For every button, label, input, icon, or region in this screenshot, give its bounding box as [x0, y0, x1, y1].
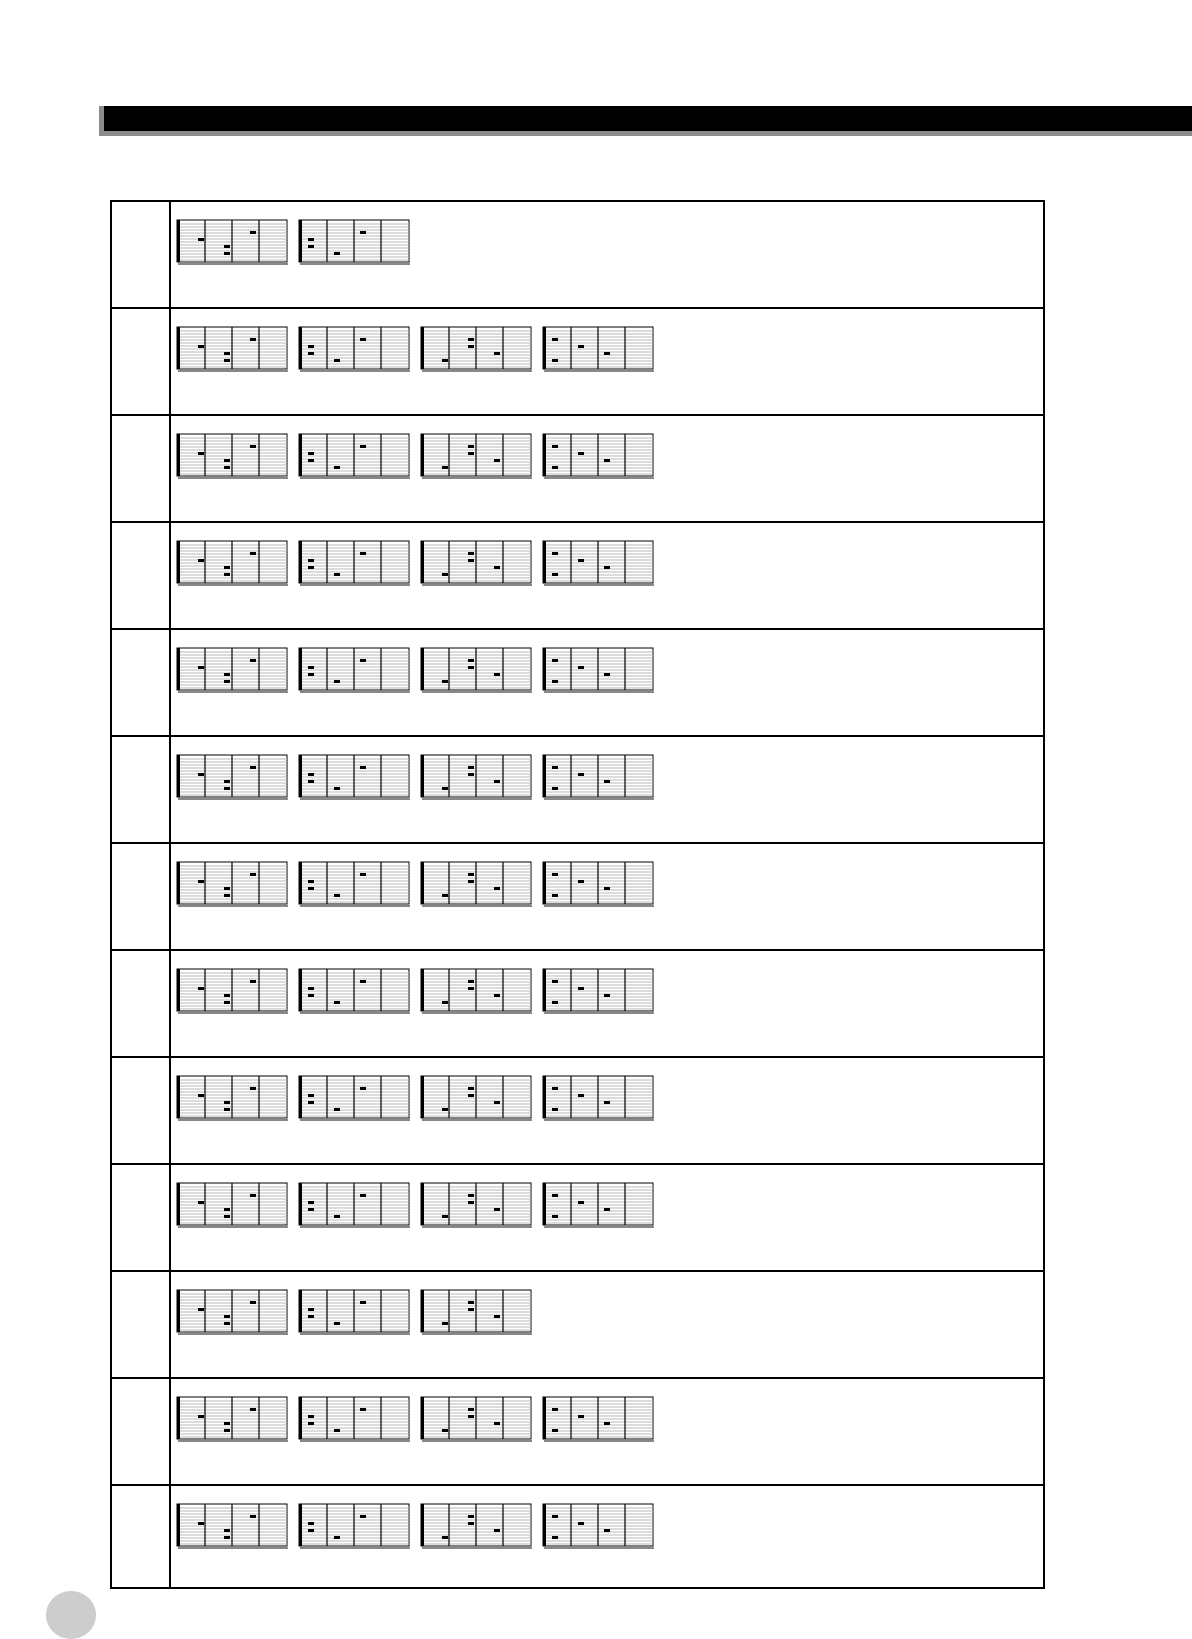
chord-diagram	[420, 861, 532, 907]
chord-diagram-group	[176, 433, 676, 479]
chord-diagram	[298, 1075, 410, 1121]
chord-diagram	[176, 540, 288, 586]
chord-row	[112, 1379, 1043, 1486]
chord-diagram	[298, 754, 410, 800]
chord-diagram	[542, 861, 654, 907]
chord-diagram	[420, 540, 532, 586]
chord-diagram	[420, 1289, 532, 1335]
chord-row	[112, 951, 1043, 1058]
chord-row	[112, 630, 1043, 737]
chord-diagram-group	[176, 1289, 676, 1335]
chord-diagram	[420, 754, 532, 800]
chord-diagram	[298, 1503, 410, 1549]
chord-diagram	[542, 433, 654, 479]
chord-diagram	[542, 1503, 654, 1549]
page-number-badge	[46, 1591, 96, 1639]
chord-diagram	[298, 861, 410, 907]
chord-row-label	[112, 1272, 169, 1377]
chord-diagram-group	[176, 968, 676, 1014]
chord-diagram	[298, 326, 410, 372]
chord-diagram	[176, 433, 288, 479]
chord-row	[112, 1272, 1043, 1379]
chord-row	[112, 737, 1043, 844]
chord-diagram-group	[176, 1396, 676, 1442]
chord-row-label	[112, 1058, 169, 1163]
chord-diagram	[176, 1396, 288, 1442]
chord-diagram	[420, 1075, 532, 1121]
chord-diagram	[298, 968, 410, 1014]
chord-diagram	[420, 326, 532, 372]
chord-row-label	[112, 737, 169, 842]
chord-diagram	[542, 968, 654, 1014]
chord-row-label	[112, 202, 169, 307]
chord-row-label	[112, 630, 169, 735]
chord-diagram	[420, 968, 532, 1014]
chord-diagram	[298, 1182, 410, 1228]
chord-diagram-group	[176, 754, 676, 800]
chord-row-label	[112, 844, 169, 949]
chord-row-label	[112, 309, 169, 414]
chord-row-label	[112, 523, 169, 628]
chord-diagram	[542, 754, 654, 800]
chord-diagram	[420, 433, 532, 479]
chord-diagram	[176, 1503, 288, 1549]
chord-row-label	[112, 1165, 169, 1270]
chord-diagram	[542, 326, 654, 372]
chord-diagram	[176, 219, 288, 265]
chord-row-label	[112, 416, 169, 521]
chord-diagram	[542, 1075, 654, 1121]
chord-diagram-group	[176, 219, 676, 265]
chord-diagram	[298, 1396, 410, 1442]
chord-diagram	[176, 647, 288, 693]
chord-diagram	[542, 1182, 654, 1228]
chord-row	[112, 309, 1043, 416]
chord-diagram-group	[176, 1503, 676, 1549]
chord-diagram	[298, 540, 410, 586]
chord-row	[112, 416, 1043, 523]
chord-diagram-group	[176, 647, 676, 693]
section-header-bar	[104, 106, 1192, 131]
chord-diagram	[176, 326, 288, 372]
chord-diagram	[298, 433, 410, 479]
chord-diagram-group	[176, 1182, 676, 1228]
chord-diagram	[298, 647, 410, 693]
chord-diagram	[176, 1289, 288, 1335]
chord-diagram	[542, 647, 654, 693]
chord-diagram	[298, 219, 410, 265]
chord-row	[112, 202, 1043, 309]
chord-diagram-group	[176, 326, 676, 372]
chord-diagram	[542, 1396, 654, 1442]
chord-diagram	[420, 1396, 532, 1442]
chord-diagram	[542, 540, 654, 586]
chord-row	[112, 1486, 1043, 1593]
chord-diagram	[176, 968, 288, 1014]
chord-row	[112, 1058, 1043, 1165]
chord-diagram	[176, 861, 288, 907]
chord-row-label	[112, 951, 169, 1056]
chord-row	[112, 1165, 1043, 1272]
chord-diagram	[420, 1182, 532, 1228]
chord-row	[112, 523, 1043, 630]
chord-row	[112, 844, 1043, 951]
chord-diagram-group	[176, 1075, 676, 1121]
chord-chart-table	[110, 200, 1045, 1589]
chord-diagram-group	[176, 540, 676, 586]
chord-row-label	[112, 1379, 169, 1484]
chord-diagram	[420, 1503, 532, 1549]
chord-diagram	[420, 647, 532, 693]
chord-diagram	[176, 1075, 288, 1121]
chord-diagram-group	[176, 861, 676, 907]
chord-diagram	[176, 754, 288, 800]
chord-diagram	[298, 1289, 410, 1335]
chord-diagram	[176, 1182, 288, 1228]
chord-row-label	[112, 1486, 169, 1593]
